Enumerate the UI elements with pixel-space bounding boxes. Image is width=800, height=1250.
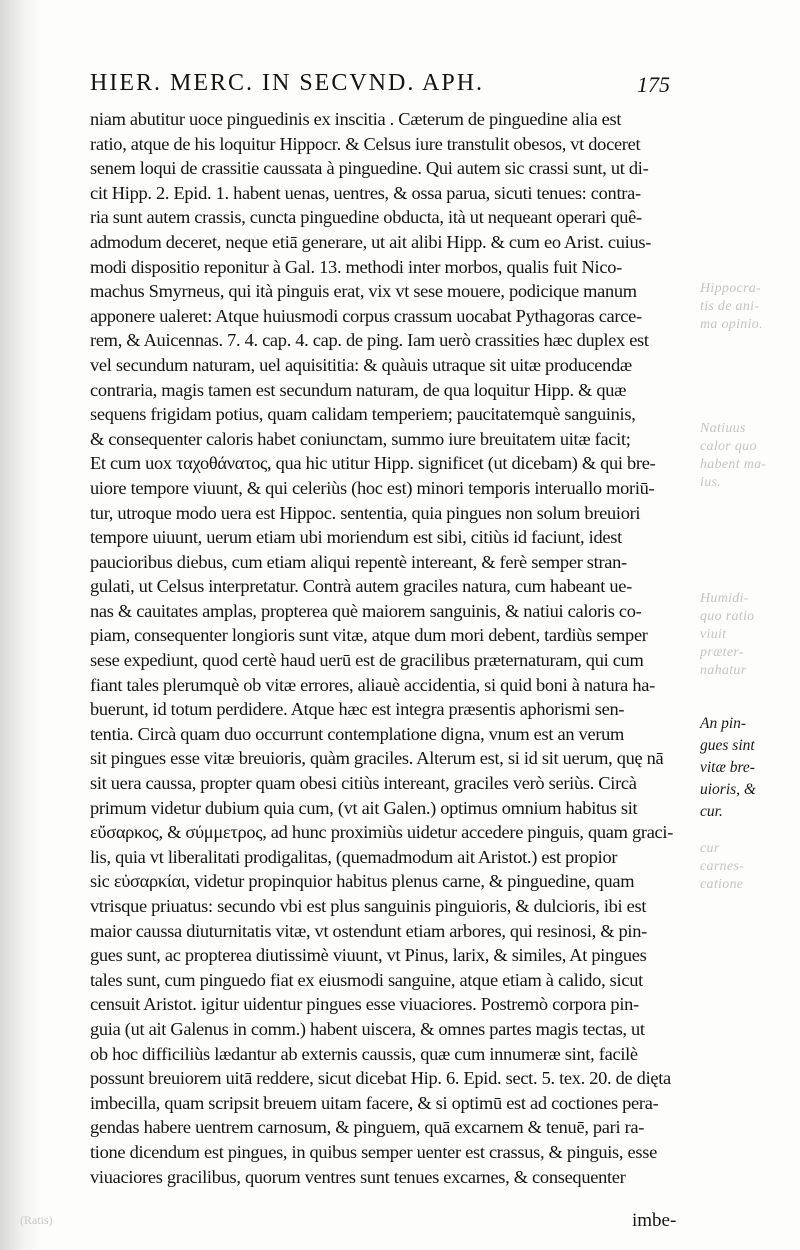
text-line: vel secundum naturam, uel aquisititia: & quàuis utraque sit uitæ producendæ — [90, 354, 632, 375]
text-line: imbecilla, quam scripsit breuem uitam facere, & si optimū est ad coctiones pera- — [90, 1092, 659, 1113]
page-number: 175 — [637, 72, 670, 97]
text-line: machus Smyrneus, qui ità pinguis erat, vix vt sese mouere, podicique manum — [90, 281, 637, 302]
text-line: rem, & Auicennas. 7. 4. cap. 4. cap. de ping. Iam uerò crassities hæc duplex est — [90, 330, 649, 351]
text-line: guia (ut ait Galenus in comm.) habent uiscera, & omnes partes magis tectas, ut — [90, 1018, 645, 1039]
text-line: nas & cauitates amplas, propterea què maiorem sanguinis, & natiui caloris co- — [90, 600, 642, 621]
margin-note-line: viuit — [700, 627, 727, 642]
text-line: contraria, magis tamen est secundum naturam, de qua loquitur Hipp. & quæ — [90, 379, 627, 400]
text-line: tentia. Circà quam duo occurrunt contemplatione digna, vnum est an verum — [90, 723, 625, 744]
text-line: gendas habere uentrem carnosum, & pinguem, quā excarnem & tenuē, pari ra- — [90, 1117, 645, 1138]
text-line: tur, utroque modo uera est Hippoc. sententia, quia pingues non solum breuiori — [90, 502, 641, 523]
text-line: lis, quia vt liberalitati prodigalitas, (quemadmodum ait Aristot.) est propior — [90, 846, 618, 867]
corner-mark: (Ratis) — [20, 1213, 53, 1227]
text-line: & consequenter caloris habet coniunctam, summo iure breuitatem uitæ facit; — [90, 428, 631, 449]
text-line: possunt breuiorem uitā reddere, sicut dicebat Hip. 6. Epid. sect. 5. tex. 20. de dięta — [90, 1068, 671, 1089]
margin-note-line: præter- — [700, 645, 744, 660]
text-line: εὔσαρκος, & σύμμετρος, ad hunc proximiùs uidetur accedere pinguis, quam graci- — [90, 822, 674, 843]
margin-note-line: Hippocra- — [700, 281, 762, 296]
text-line: sit uera caussa, propter quam obesi citiùs intereant, graciles verò seriùs. Circà — [90, 773, 637, 794]
text-line: buerunt, id totum perdidere. Atque hæc est integra præsentis aphorismi sen- — [90, 699, 625, 720]
text-line: niam abutitur uoce pinguedinis ex inscitia . Cæterum de pinguedine alia est — [90, 109, 622, 129]
text-line: tales sunt, cum pinguedo fiat ex eiusmodi sanguine, atque etiam à calido, sicut — [90, 969, 643, 990]
catchword: imbe- — [632, 1210, 677, 1231]
text-line: senem loqui de crassitie caussata à pinguedine. Qui autem sic crassi sunt, ut di- — [90, 158, 649, 179]
margin-note-faint — [700, 280, 795, 334]
text-line: tione dicendum est pingues, in quibus semper uenter est crassus, & pinguis, esse — [90, 1141, 657, 1162]
text-line: viuaciores gracilibus, quorum ventres sunt tenues excarnes, & consequenter — [90, 1166, 626, 1187]
text-line: paucioribus diebus, cum etiam aliqui repentè intereant, & ferè semper stran- — [90, 551, 627, 572]
main-text-block — [90, 107, 690, 1189]
margin-note-line: cur. — [700, 803, 723, 820]
text-line: ratio, atque de his loquitur Hippocr. & Celsus iure transtulit obesos, vt doceret — [90, 133, 641, 154]
text-line: admodum deceret, neque etiā generare, ut ait alibi Hipp. & cum eo Arist. cuius- — [90, 231, 652, 252]
text-line: maior caussa diuturnitatis vitæ, vt ostendunt etiam arbores, qui resinosi, & pin- — [90, 920, 647, 941]
margin-note-faint — [700, 590, 795, 680]
margin-note-line: uioris, & — [700, 781, 756, 798]
text-line: tempore uiuunt, uerum etiam ubi moriendum est sibi, citiùs id faciunt, idest — [90, 527, 622, 548]
page-gutter-shadow — [0, 0, 42, 1250]
margin-note-main — [700, 713, 795, 823]
text-line: sic εὐσαρκίαι, videtur propinquior habitus plenus carne, & pinguedine, quam — [90, 871, 635, 892]
text-line: gues sunt, ac propterea diutissimè viuunt, vt Pinus, larix, & similes, At pingues — [90, 945, 647, 966]
margin-note-line: An pin- — [700, 715, 747, 732]
text-line: censuit Aristot. igitur uidentur pingues esse viuaciores. Postremò corpora pin- — [90, 994, 639, 1015]
margin-note-line: vitæ bre- — [700, 759, 755, 776]
text-line: sequens frigidam potius, quam calidam temperiem; paucitatemquè sanguinis, — [90, 404, 636, 425]
margin-note-line: catione — [700, 877, 744, 892]
text-line: vtrisque priuatus: secundo vbi est plus sanguinis pinguioris, & dulcioris, ibi est — [90, 896, 647, 916]
page-header — [90, 70, 670, 108]
text-line: gulati, ut Celsus interpretatur. Contrà autem graciles natura, cum habeant ue- — [90, 576, 632, 597]
text-line: modi dispositio reponitur à Gal. 13. methodi inter morbos, qualis fuit Nico- — [90, 256, 622, 277]
margin-note-line: nahatur — [700, 663, 747, 678]
margin-note-line: Humidi- — [700, 591, 749, 606]
text-line: uiore tempore viuunt, & qui celeriùs (hoc est) minori temporis interuallo moriū- — [90, 477, 655, 498]
text-line: piam, consequenter longioris sunt vitæ, atque dum mori debent, tardiùs semper — [90, 625, 648, 646]
margin-note-line: carnes- — [700, 859, 745, 874]
margin-note-line: ius. — [700, 475, 722, 490]
running-title: HIER. MERC. IN SECVND. APH. — [90, 70, 485, 96]
margin-note-line: gues sint — [700, 737, 755, 754]
margin-note-line: tis de ani- — [700, 299, 760, 314]
margin-note-faint — [700, 420, 795, 492]
text-line: primum videtur dubium quia cum, (vt ait Galen.) optimus omnium habitus sit — [90, 797, 638, 818]
text-line: fiant tales plerumquè ob vitæ errores, aliauè accidentia, si quid boni à natura ha- — [90, 674, 655, 695]
margin-note-line: habent ma- — [700, 457, 767, 472]
margin-note-line: calor quo — [700, 439, 757, 454]
text-line: Et cum uox ταχοθάνατος, qua hic utitur Hipp. significet (ut dicebam) & qui bre- — [90, 453, 656, 474]
text-line: apponere ualeret: Atque huiusmodi corpus crassum uocabat Pythagoras carce- — [90, 305, 642, 326]
margin-note-line: quo ratio — [700, 609, 755, 624]
margin-note-line: Natiuus — [700, 421, 746, 436]
text-line: ob hoc difficiliùs lædantur ab externis caussis, quæ cum innumeræ sint, facilè — [90, 1043, 638, 1064]
margin-note-faint — [700, 840, 795, 894]
text-line: sese expediunt, quod certè haud uerū est de gracilibus præternaturam, qui cum — [90, 650, 644, 671]
text-line: sit pingues esse vitæ breuioris, quàm graciles. Alterum est, si id sit uerum, quę nā — [90, 748, 664, 769]
text-line: ria sunt autem crassis, cuncta pinguedine obducta, ità ut nequeant operari quê- — [90, 207, 642, 228]
margin-note-line: ma opinio. — [700, 317, 763, 332]
text-line: cit Hipp. 2. Epid. 1. habent uenas, uentres, & ossa parua, sicuti tenues: contra- — [90, 182, 641, 203]
margin-note-line: cur — [700, 841, 720, 856]
